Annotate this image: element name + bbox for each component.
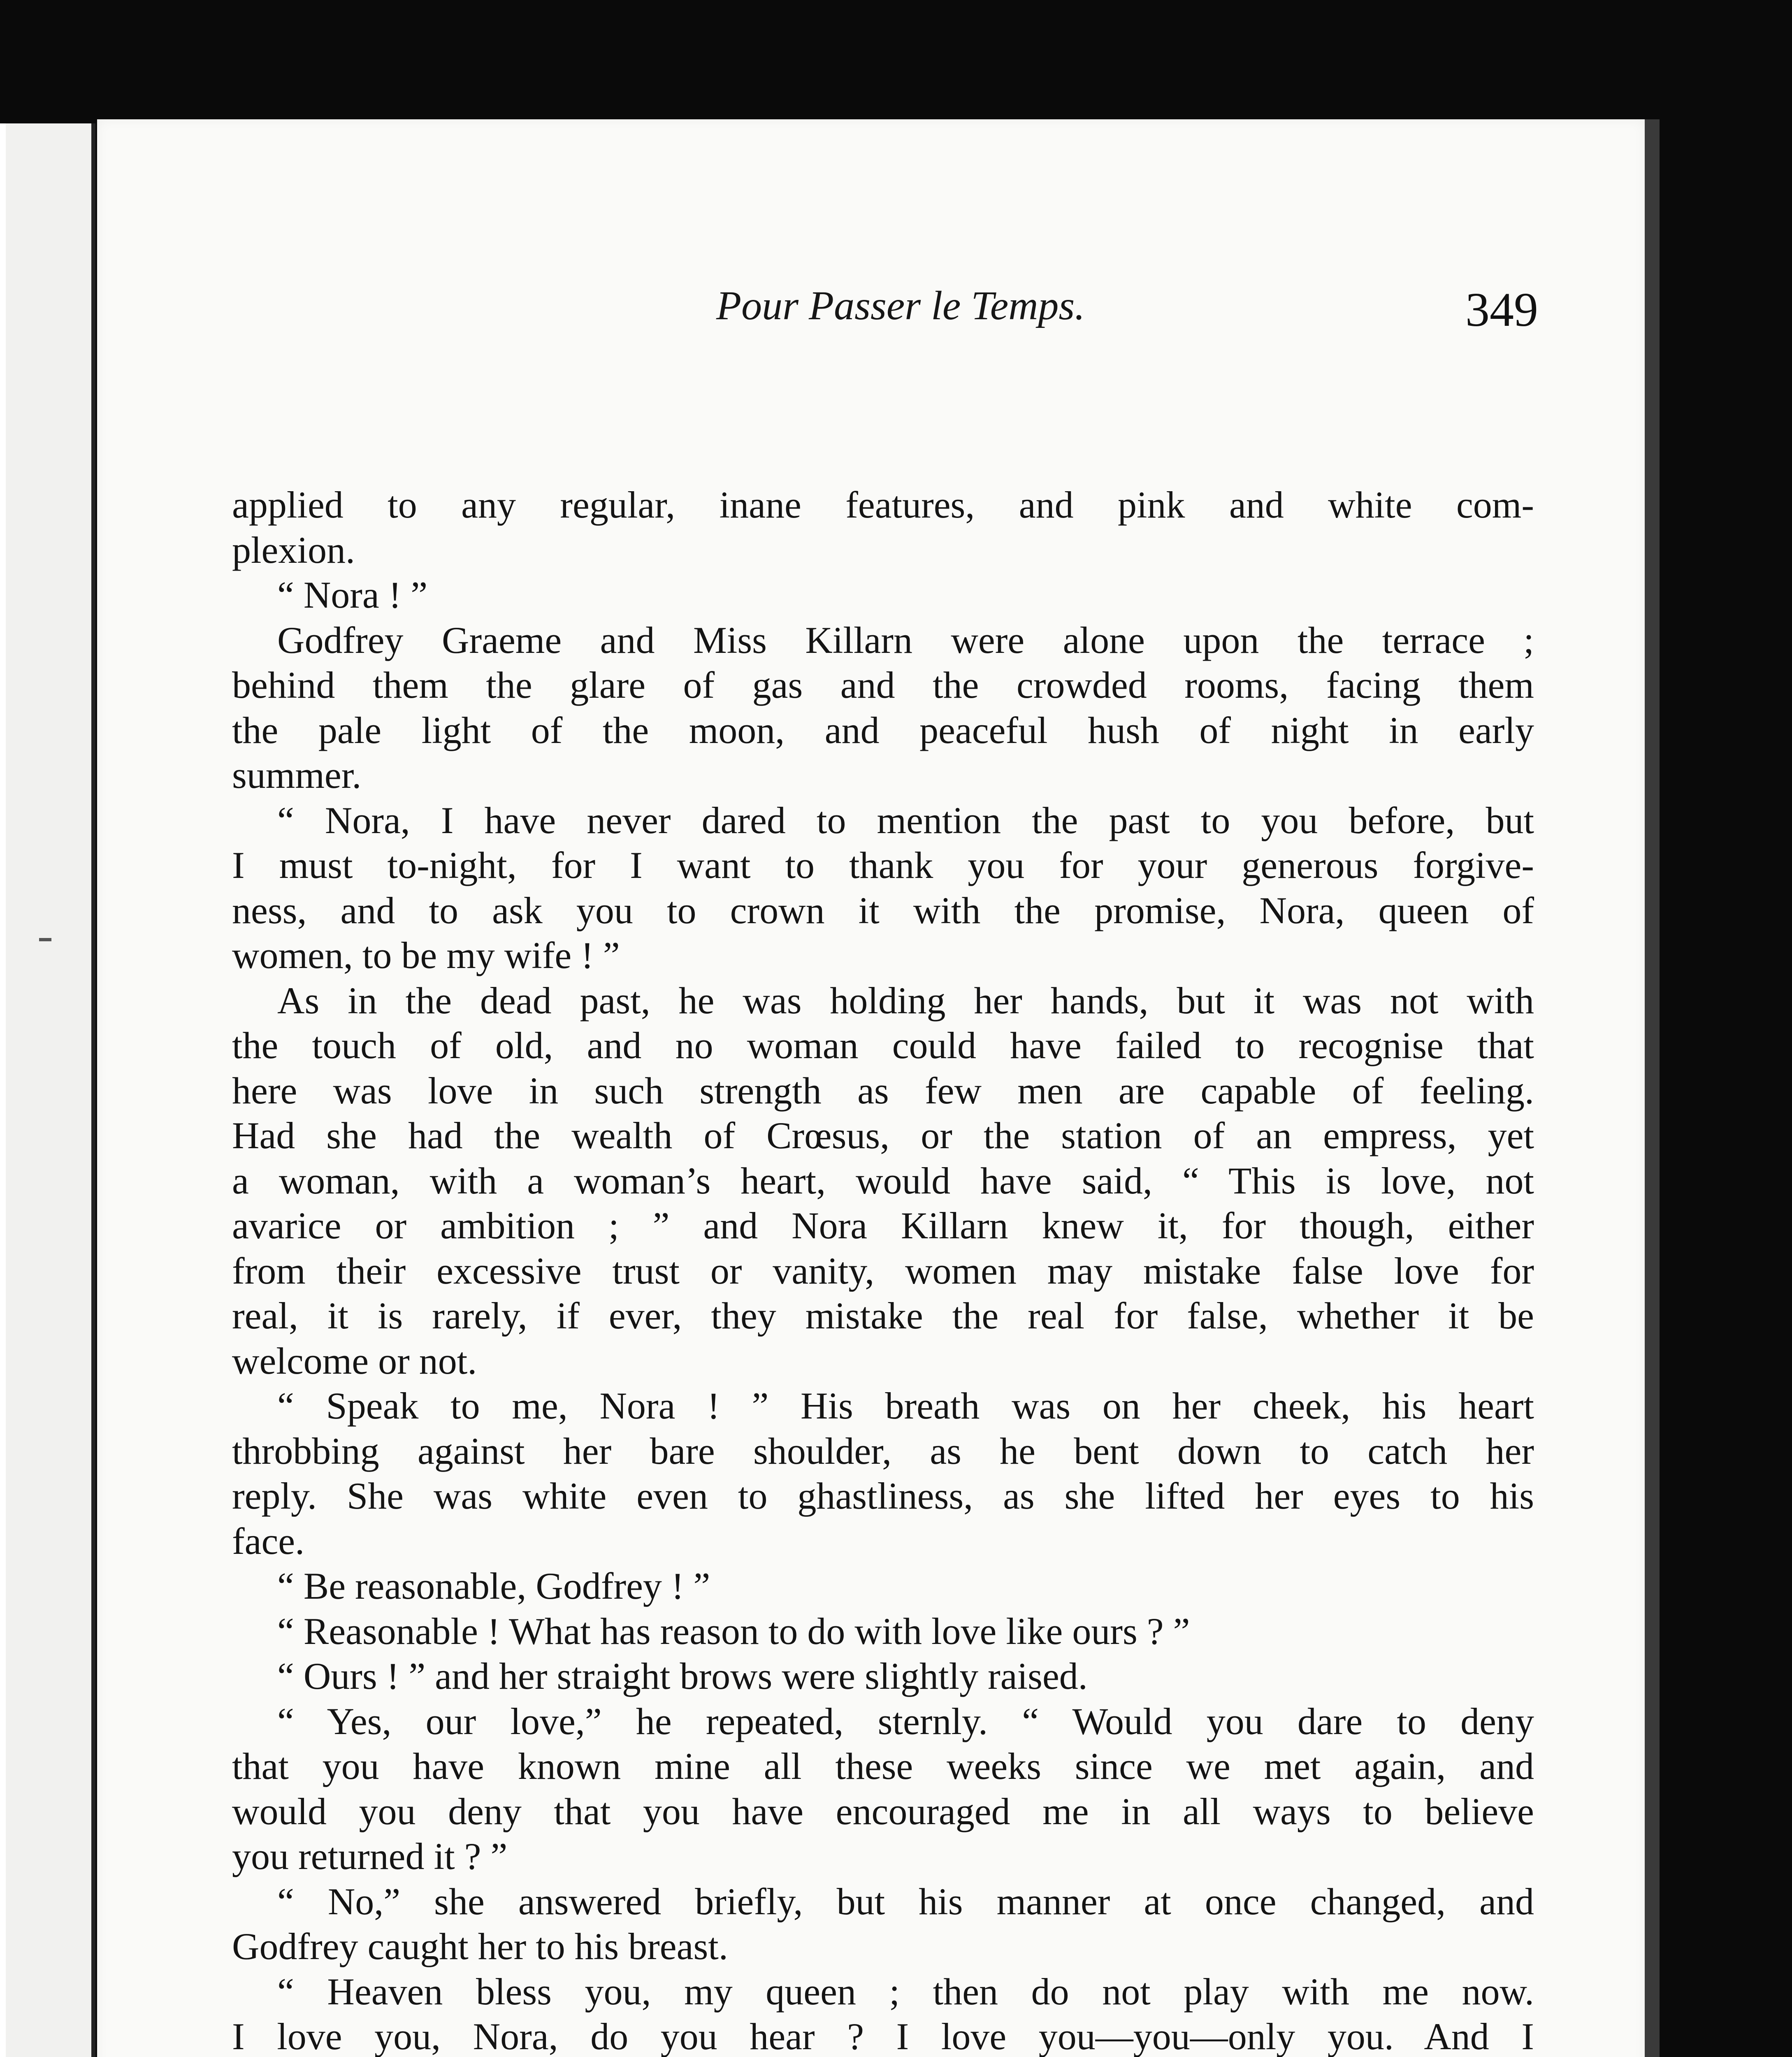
text-line: Godfrey caught her to his breast. — [232, 1925, 728, 1967]
text-line: women, to be my wife ! ” — [232, 934, 620, 976]
text-line: plexion. — [232, 529, 355, 571]
text-line: “ Heaven bless you, my queen ; then do not play with me now. — [277, 1970, 1534, 2013]
running-head — [97, 282, 1645, 356]
text-line: face. — [232, 1520, 305, 1562]
text-line: Had she had the wealth of Crœsus, or the station of an empress, yet — [232, 1114, 1534, 1156]
text-line: the pale light of the moon, and peaceful hush of night in early — [232, 709, 1534, 751]
text-line: Godfrey Graeme and Miss Killarn were alone upon the terrace ; — [277, 619, 1534, 661]
text-line: “ Yes, our love,” he repeated, sternly. “ Would you dare to deny — [277, 1700, 1534, 1742]
text-line: “ Ours ! ” and her straight brows were slightly raised. — [277, 1655, 1088, 1697]
text-line: “ Reasonable ! What has reason to do with love like ours ? ” — [277, 1610, 1190, 1652]
text-line: “ No,” she answered briefly, but his manner at once changed, and — [277, 1880, 1534, 1922]
text-line: “ Nora ! ” — [277, 574, 428, 616]
text-line: As in the dead past, he was holding her hands, but it was not with — [277, 979, 1534, 1022]
text-line: the touch of old, and no woman could have failed to recognise that — [232, 1024, 1534, 1066]
text-line: ness, and to ask you to crown it with the promise, Nora, queen of — [232, 889, 1534, 931]
text-line: that you have known mine all these weeks since we met again, and — [232, 1745, 1534, 1787]
text-line: avarice or ambition ; ” and Nora Killarn knew it, for though, either — [232, 1205, 1534, 1247]
text-line: I love you, Nora, do you hear ? I love you—you—only you. And I — [232, 2015, 1534, 2057]
text-line: “ Nora, I have never dared to mention the past to you before, but — [277, 799, 1534, 841]
page-number: 349 — [1465, 283, 1538, 337]
text-line: “ Speak to me, Nora ! ” His breath was on her cheek, his heart — [277, 1385, 1534, 1427]
body-text — [232, 483, 1534, 2057]
text-line: behind them the glare of gas and the crowded rooms, facing them — [232, 664, 1534, 706]
text-line: I must to-night, for I want to thank you for your generous forgive- — [232, 844, 1534, 886]
text-line: a woman, with a woman’s heart, would have said, “ This is love, not — [232, 1159, 1534, 1202]
page-binding-shadow — [1645, 119, 1660, 2057]
text-line: would you deny that you have encouraged me in all ways to believe — [232, 1790, 1534, 1832]
running-title: Pour Passer le Temps. — [716, 283, 1085, 328]
text-line: welcome or not. — [232, 1340, 477, 1382]
book-page — [97, 119, 1645, 2057]
text-line: applied to any regular, inane features, and pink and white com- — [232, 484, 1534, 526]
text-line: real, it is rarely, if ever, they mistake the real for false, whether it be — [232, 1295, 1534, 1337]
margin-mark — [39, 938, 51, 941]
left-page-edge — [0, 123, 95, 2057]
left-page-highlight — [0, 123, 6, 2057]
text-line: from their excessive trust or vanity, women may mistake false love for — [232, 1249, 1534, 1292]
text-line: here was love in such strength as few men are capable of feeling. — [232, 1069, 1534, 1112]
text-line: reply. She was white even to ghastliness, as she lifted her eyes to his — [232, 1475, 1534, 1517]
text-line: you returned it ? ” — [232, 1835, 508, 1877]
text-line: “ Be reasonable, Godfrey ! ” — [277, 1565, 710, 1607]
text-line: throbbing against her bare shoulder, as he bent down to catch her — [232, 1430, 1534, 1472]
text-line: summer. — [232, 754, 362, 796]
